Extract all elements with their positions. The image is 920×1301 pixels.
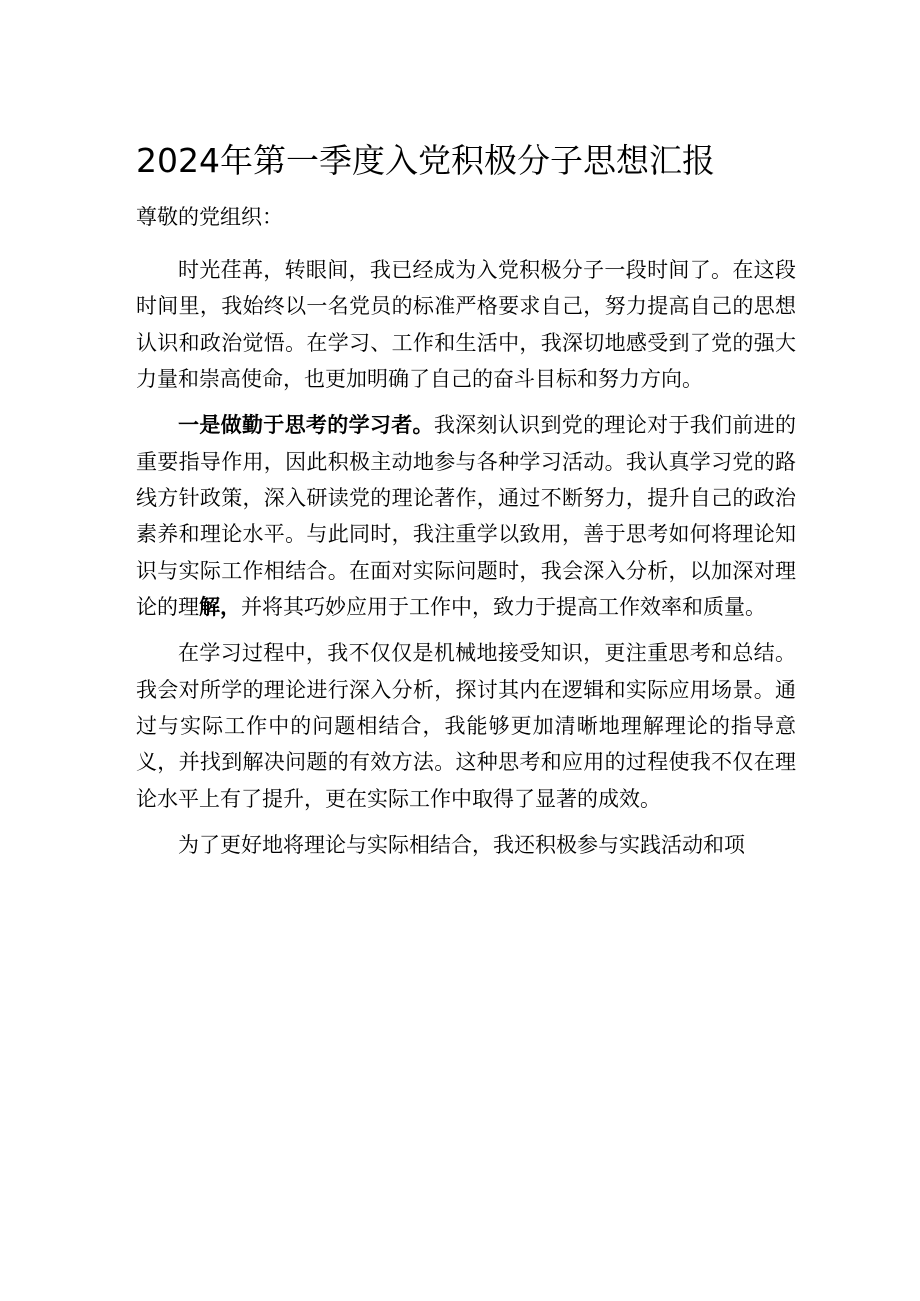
paragraph-study (136, 407, 796, 625)
paragraph-study-bold: 解， (199, 594, 241, 620)
paragraph-practice: 为了更好地将理论与实际相结合，我还积极参与实践活动和项 (178, 833, 745, 858)
document-title: 2024年第一季度入党积极分子思想汇报 (136, 141, 715, 180)
paragraph-thinking: 在学习过程中，我不仅仅是机械地接受知识，更注重思考和总结。我会对所学的理论进行深入分析，探讨其内在逻辑和实际应用场景。通过与实际工作中的问题相结合，我能够更加清晰地理解理论的指导意义，并找到解决问题的有效方法。这种思考和应用的过程使我不仅在理论水平上有了提升，更在实际工作中取得了显著的成效。 (136, 641, 796, 811)
document-body (136, 252, 796, 864)
paragraph-lead-heading: 一是做勤于思考的学习者。 (178, 413, 434, 438)
paragraph-study-text: 我深刻认识到党的理论对于我们前进的重要指导作用，因此积极主动地参与各种学习活动。我认真学习党的路线方针政策，深入研读党的理论著作，通过不断努力，提升自己的政治素养和理论水平。与此同时，我注重学以致用，善于思考如何将理论知识与实际工作相结合。在面对实际问题时，我会深入分析，以加深对理论的理 (136, 413, 797, 620)
salutation: 尊敬的党组织： (136, 205, 283, 229)
paragraph-intro: 时光荏苒，转眼间，我已经成为入党积极分子一段时间了。在这段时间里，我始终以一名党员的标准严格要求自己，努力提高自己的思想认识和政治觉悟。在学习、工作和生活中，我深切地感受到了党的强大力量和崇高使命，也更加明确了自己的奋斗目标和努力方向。 (136, 258, 796, 392)
paragraph-study-text-end: 并将其巧妙应用于工作中，致力于提高工作效率和质量。 (241, 595, 766, 620)
